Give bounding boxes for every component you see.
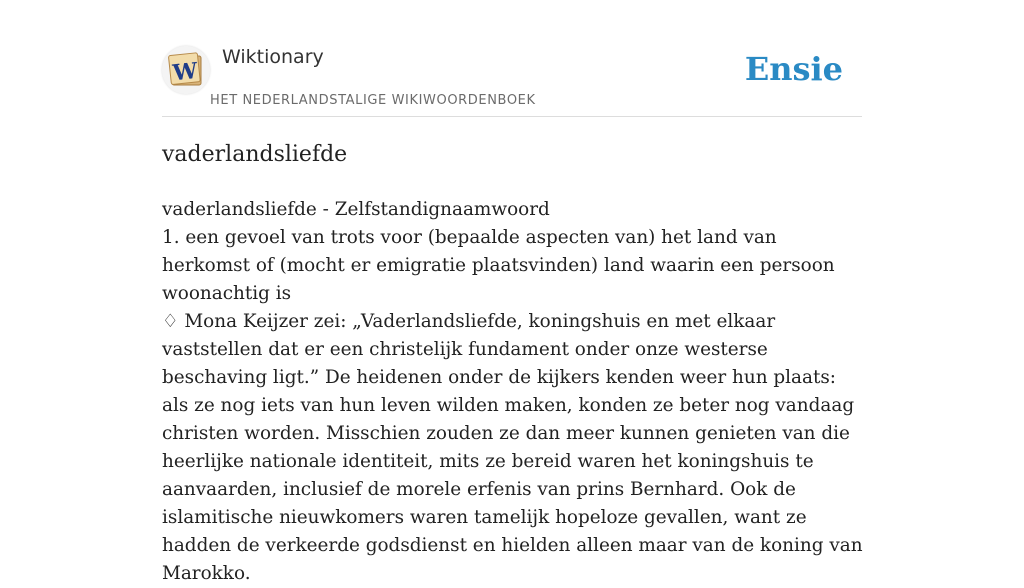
site-name[interactable]: Wiktionary (222, 46, 324, 68)
definition-block (162, 196, 866, 588)
ensie-brand-link[interactable]: Ensie (744, 50, 843, 88)
headword-line: vaderlandsliefde - Zelfstandignaamwoord (162, 199, 550, 220)
wiktionary-logo-icon[interactable] (162, 46, 210, 94)
logo-tile-icon (162, 46, 210, 94)
site-tagline: HET NEDERLANDSTALIGE WIKIWOORDENBOEK (210, 93, 536, 108)
site-header (162, 0, 862, 117)
article (162, 140, 866, 588)
definition-text: 1. een gevoel van trots voor (bepaalde aspecten van) het land van herkomst of (mocht er emigratie plaatsvinden) land waarin een persoon woonachtig is (162, 227, 835, 304)
logo-letter: W (171, 57, 199, 87)
example-quote: ♢ Mona Keijzer zei: „Vaderlandsliefde, koningshuis en met elkaar vaststellen dat er een christelijk fundament onder onze westerse beschaving ligt.” De heidenen onder de kijkers kenden weer hun plaats: als ze nog iets van hun leven wilden maken, konden ze beter nog vandaag christen worden. Misschien zouden ze dan meer kunnen genieten van die heerlijke nationale identiteit, mits ze bereid waren het koningshuis te aanvaarden, inclusief de morele erfenis van prins Bernhard. Ook de islamitische nieuwkomers waren tamelijk hopeloze gevallen, want ze hadden de verkeerde godsdienst en hielden alleen maar van de koning van Marokko. (162, 311, 863, 584)
page-title: vaderlandsliefde (162, 142, 348, 167)
